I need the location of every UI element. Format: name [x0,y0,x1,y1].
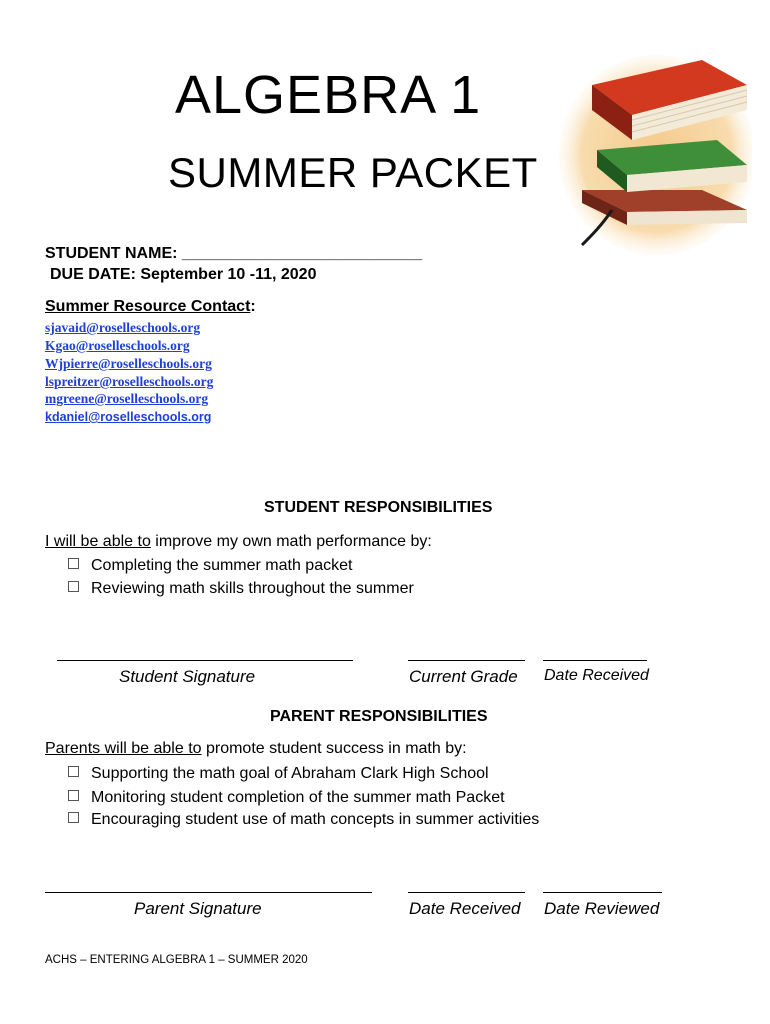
email-link[interactable]: Wjpierre@roselleschools.org [45,356,212,371]
parent-date-received-label: Date Received [409,899,521,918]
parent-signature-label: Parent Signature [134,899,262,918]
parent-intro-rest: promote student success in math by: [201,740,467,757]
date-received-line[interactable] [543,660,647,661]
student-signature-label: Student Signature [119,667,256,686]
resource-contact-colon: : [250,298,256,315]
parent-responsibilities-heading: PARENT RESPONSIBILITIES [270,708,488,725]
checkbox-icon[interactable] [68,790,79,801]
student-item-text: Completing the summer math packet [91,557,353,574]
title-summer-packet: SUMMER PACKET [168,149,538,196]
parent-signature-line[interactable] [45,892,372,893]
email-link[interactable]: mgreene@roselleschools.org [45,391,209,406]
parent-intro-underlined: Parents will be able to [45,740,202,757]
student-intro-underlined: I will be able to [45,533,151,550]
parent-item-text: Encouraging student use of math concepts in summer activities [91,811,540,828]
parent-item [68,812,539,828]
parent-item-text: Supporting the math goal of Abraham Clark High School [91,765,489,782]
checkbox-icon[interactable] [68,558,79,569]
resource-contact-label: Summer Resource Contact [45,298,251,315]
parent-item [68,766,489,782]
stack-of-books-icon [552,40,752,255]
current-grade-label: Current Grade [409,667,518,686]
student-item [68,581,414,597]
email-link[interactable]: kdaniel@roselleschools.org [45,410,212,424]
due-date: DUE DATE: September 10 -11, 2020 [50,266,317,283]
student-responsibilities-heading: STUDENT RESPONSIBILITIES [264,499,493,516]
resource-contact-heading [45,299,256,315]
date-received-label: Date Received [544,667,649,684]
checkbox-icon[interactable] [68,766,79,777]
parent-date-received-line[interactable] [408,892,525,893]
title-algebra: ALGEBRA 1 [175,65,482,125]
student-item [68,558,352,574]
email-link[interactable]: sjavaid@roselleschools.org [45,320,201,335]
student-signature-line[interactable] [57,660,353,661]
checkbox-icon[interactable] [68,812,79,823]
email-link[interactable]: Kgao@roselleschools.org [45,338,190,353]
date-reviewed-line[interactable] [543,892,662,893]
email-link[interactable]: lspreitzer@roselleschools.org [45,374,214,389]
student-item-text: Reviewing math skills throughout the summer [91,580,414,597]
student-name-field[interactable]: STUDENT NAME: ___________________________ [45,245,423,262]
footer-text: ACHS – ENTERING ALGEBRA 1 – SUMMER 2020 [45,954,308,966]
student-intro [45,534,432,550]
parent-item-text: Monitoring student completion of the summer math Packet [91,789,505,806]
student-intro-rest: improve my own math performance by: [150,533,432,550]
current-grade-line[interactable] [408,660,525,661]
parent-item [68,790,505,806]
checkbox-icon[interactable] [68,581,79,592]
parent-intro [45,741,467,757]
date-reviewed-label: Date Reviewed [544,899,660,918]
